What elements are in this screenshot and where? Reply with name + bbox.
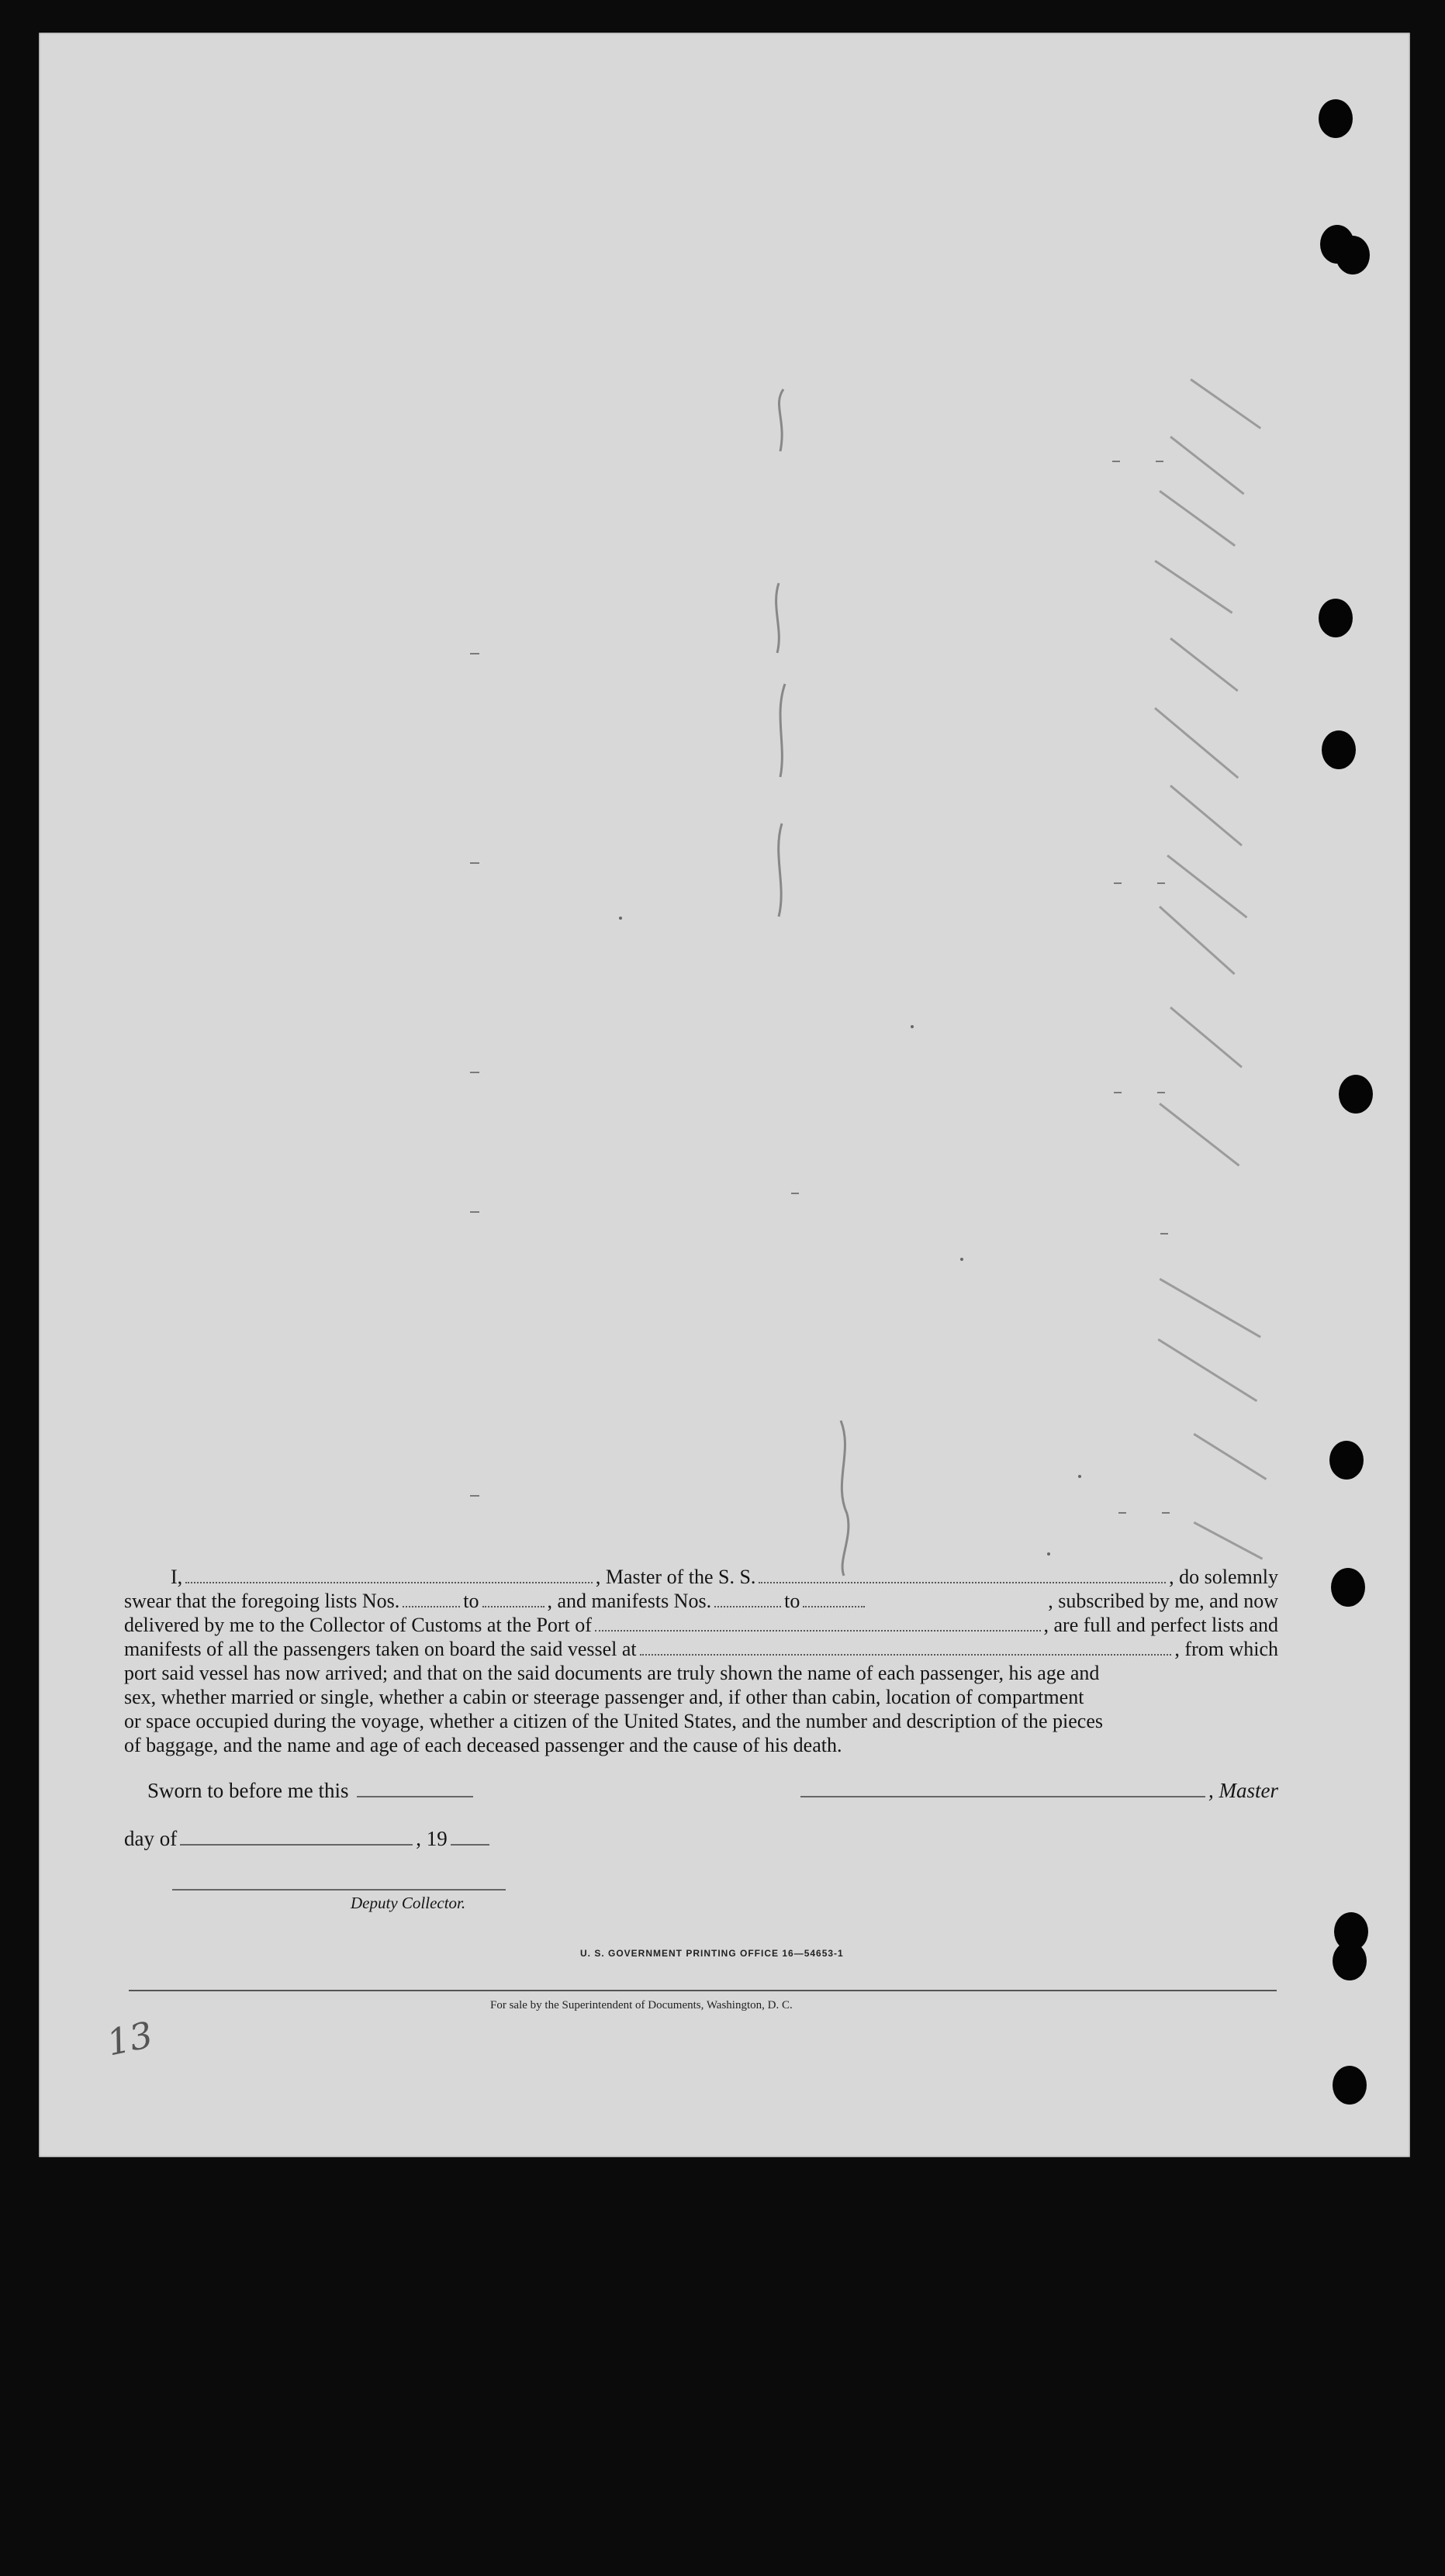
bleed-mark	[1118, 1512, 1126, 1514]
year-label: , 19	[416, 1827, 448, 1850]
pen-streak	[1159, 1103, 1239, 1166]
bleed-mark	[470, 1072, 479, 1073]
bleed-mark	[1162, 1512, 1170, 1514]
margin-handwritten-note: 13	[103, 2013, 157, 2064]
oath-text-line: port said vessel has now arrived; and that on the said documents are truly shown the name of each passenger, his age and	[124, 1662, 1100, 1684]
lists-from-field[interactable]	[403, 1592, 460, 1607]
oath-line-8	[124, 1733, 1278, 1757]
pen-streak	[1159, 906, 1236, 975]
and-manifests-label: , and manifests Nos.	[547, 1590, 712, 1612]
subscribed-label: , subscribed by me, and now	[1048, 1590, 1278, 1612]
bleed-squiggle	[768, 358, 799, 948]
do-solemnly-label: , do solemnly	[1169, 1566, 1278, 1588]
speck	[960, 1258, 963, 1261]
pen-streak	[1167, 855, 1247, 918]
master-label: , Master	[1208, 1779, 1278, 1802]
oath-text-line: or space occupied during the voyage, whether a citizen of the United States, and the number and description of the pieces	[124, 1710, 1104, 1732]
bleed-mark	[470, 1211, 479, 1213]
printing-office-imprint: U. S. GOVERNMENT PRINTING OFFICE 16—54653-1	[580, 1948, 844, 1959]
speck	[1078, 1475, 1081, 1478]
oath-line-2	[124, 1589, 1278, 1613]
oath-paragraph	[124, 1565, 1278, 1757]
punch-hole	[1333, 2066, 1367, 2105]
sworn-line	[147, 1779, 476, 1803]
pen-streak	[1170, 637, 1239, 692]
oath-i-label: I,	[171, 1566, 183, 1588]
master-of-ss-label: , Master of the S. S.	[595, 1566, 756, 1588]
lists-to-field[interactable]	[482, 1592, 544, 1607]
delivered-label: delivered by me to the Collector of Customs at the Port of	[124, 1614, 592, 1636]
year-field[interactable]	[451, 1830, 489, 1846]
bleed-mark	[470, 1495, 479, 1497]
master-signature-field[interactable]	[800, 1782, 1205, 1797]
bleed-mark	[1114, 882, 1122, 884]
pen-streak	[1193, 1433, 1267, 1480]
to-label-1: to	[463, 1590, 479, 1612]
bleed-mark	[1156, 461, 1163, 462]
bleed-mark	[791, 1193, 799, 1194]
footer-rule	[129, 1990, 1277, 1991]
sworn-day-field[interactable]	[357, 1782, 473, 1797]
port-field[interactable]	[595, 1616, 1041, 1632]
oath-text-line: sex, whether married or single, whether a cabin or steerage passenger and, if other than cabin, location of compartment	[124, 1686, 1084, 1708]
punch-hole	[1319, 599, 1353, 637]
pen-streak	[1159, 490, 1236, 547]
swear-label: swear that the foregoing lists Nos.	[124, 1590, 400, 1612]
bleed-mark	[470, 862, 479, 864]
punch-hole	[1319, 99, 1353, 138]
punch-hole	[1333, 1942, 1367, 1980]
manifests-from-field[interactable]	[714, 1592, 781, 1607]
pen-streak	[1170, 1007, 1243, 1068]
are-full-label: , are full and perfect lists and	[1043, 1614, 1278, 1636]
pen-streak	[1190, 378, 1261, 430]
oath-line-6	[124, 1685, 1278, 1709]
pen-streak	[1170, 785, 1243, 846]
punch-hole	[1329, 1441, 1364, 1480]
punch-hole	[1331, 1568, 1365, 1607]
master-signature-line	[797, 1779, 1278, 1803]
day-of-line	[124, 1827, 493, 1851]
bleed-mark	[1114, 1092, 1122, 1093]
bleed-mark	[470, 653, 479, 654]
from-which-label: , from which	[1174, 1638, 1278, 1660]
pen-streak	[1154, 560, 1232, 614]
deputy-signature-line[interactable]	[172, 1889, 506, 1891]
pen-streak	[1154, 707, 1239, 779]
departure-port-field[interactable]	[640, 1640, 1172, 1656]
bleed-squiggle	[830, 1413, 861, 1583]
pen-streak	[1170, 436, 1244, 495]
punch-hole	[1336, 236, 1370, 275]
deputy-collector-label: Deputy Collector.	[351, 1894, 466, 1912]
punch-hole	[1322, 730, 1356, 769]
oath-line-3	[124, 1613, 1278, 1637]
oath-line-4	[124, 1637, 1278, 1661]
oath-text-line: of baggage, and the name and age of each deceased passenger and the cause of his death.	[124, 1734, 842, 1756]
bleed-mark	[1160, 1233, 1168, 1234]
manifests-to-field[interactable]	[803, 1592, 865, 1607]
bleed-mark	[1112, 461, 1120, 462]
master-name-field[interactable]	[185, 1568, 593, 1583]
oath-line-1	[124, 1565, 1278, 1589]
bleed-mark	[1157, 882, 1165, 884]
sworn-label: Sworn to before me this	[147, 1779, 349, 1802]
oath-line-5	[124, 1661, 1278, 1685]
bleed-mark	[1157, 1092, 1165, 1093]
day-of-label: day of	[124, 1827, 178, 1850]
oath-line-7	[124, 1709, 1278, 1733]
to-label-2: to	[784, 1590, 800, 1612]
month-field[interactable]	[180, 1830, 413, 1846]
pen-streak	[1160, 1278, 1261, 1338]
speck	[619, 917, 622, 920]
ship-name-field[interactable]	[759, 1568, 1166, 1583]
speck	[911, 1025, 914, 1028]
pen-streak	[1157, 1338, 1257, 1402]
manifests-of-label: manifests of all the passengers taken on board the said vessel at	[124, 1638, 637, 1660]
punch-hole	[1339, 1075, 1373, 1114]
pen-streak	[1194, 1521, 1264, 1560]
for-sale-notice: For sale by the Superintendent of Documents, Washington, D. C.	[490, 1999, 793, 2011]
speck	[1047, 1552, 1050, 1556]
